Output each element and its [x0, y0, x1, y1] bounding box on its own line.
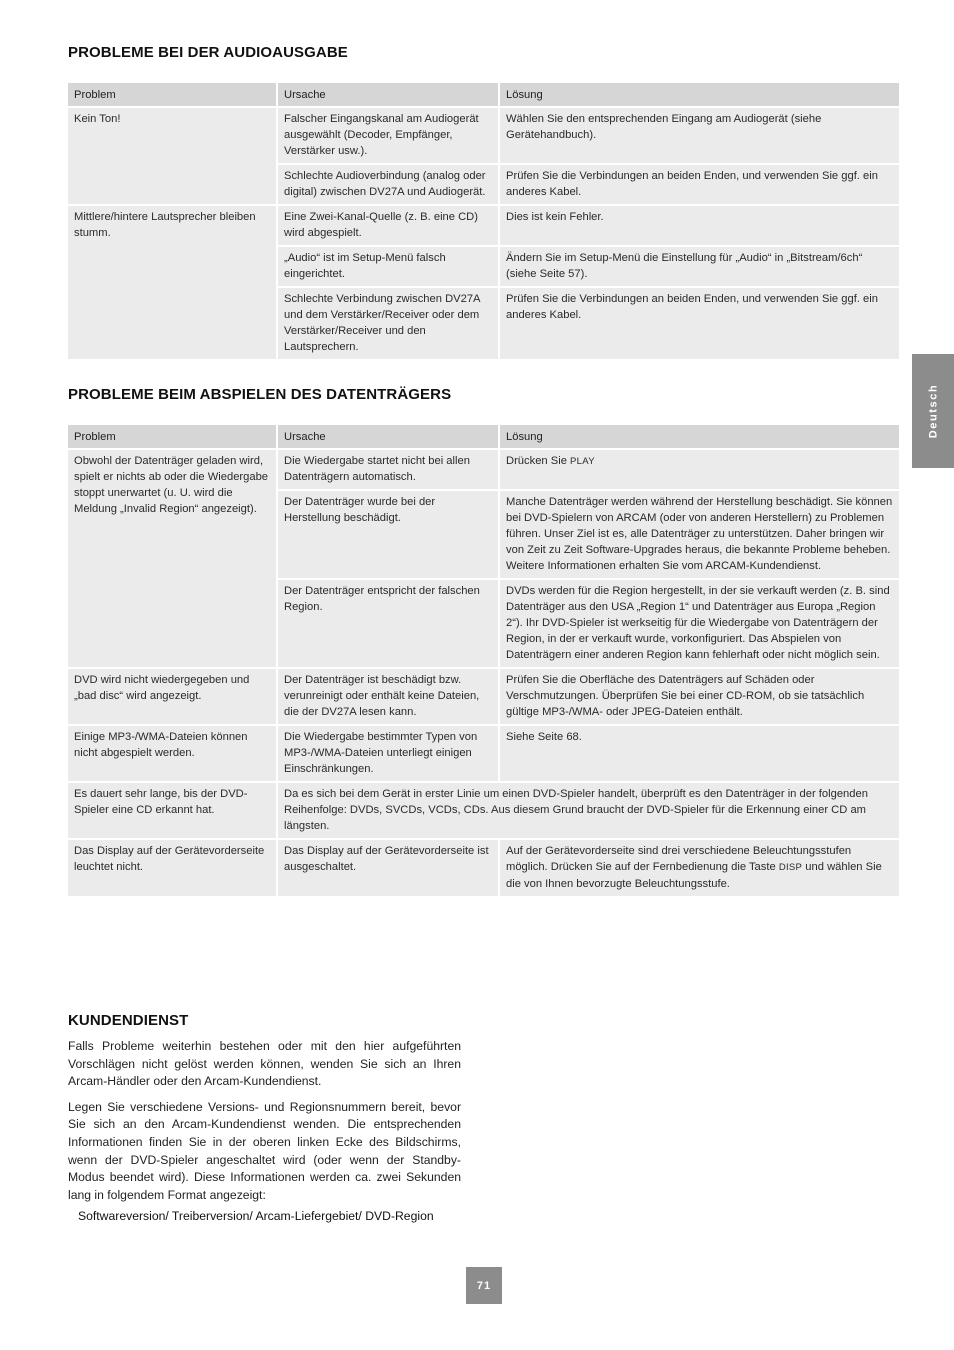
solution-cell: Prüfen Sie die Verbindungen an beiden Enden, und verwenden Sie ggf. ein anderes Kabel. — [499, 164, 899, 205]
solution-cell: Siehe Seite 68. — [499, 725, 899, 782]
disc-section-title: PROBLEME BEIM ABSPIELEN DES DATENTRÄGERS — [68, 386, 452, 403]
solution-text: Drücken Sie — [506, 455, 567, 467]
table-row — [68, 205, 899, 246]
page-number: 71 — [476, 1279, 492, 1292]
service-text — [68, 1038, 461, 1212]
version-format-line: Softwareversion/ Treiberversion/ Arcam-Liefergebiet/ DVD-Region — [78, 1209, 434, 1223]
table-row — [68, 782, 899, 839]
cause-cell: „Audio“ ist im Setup-Menü falsch eingerichtet. — [277, 246, 499, 287]
language-label: Deutsch — [927, 383, 940, 439]
problem-cell: Es dauert sehr lange, bis der DVD-Spieler eine CD erkannt hat. — [68, 782, 277, 839]
cause-cell: Eine Zwei-Kanal-Quelle (z. B. eine CD) wird abgespielt. — [277, 205, 499, 246]
page-number-box — [466, 1267, 502, 1304]
solution-cell: Manche Datenträger werden während der Herstellung beschädigt. Sie können bei DVD-Spielern von ARCAM (oder von anderen Herstellern) zu Problemen führen. Unser Ziel ist es, alle Datenträger zu unterstützen. Daher bringen wir von Zeit zu Zeit Software-Upgrades heraus, die bekannte Probleme beheben. Weitere Informationen erhalten Sie vom ARCAM-Kundendienst. — [499, 490, 899, 579]
header-problem: Problem — [68, 425, 277, 449]
solution-cell — [499, 839, 899, 897]
cause-cell: Der Datenträger wurde bei der Herstellung beschädigt. — [277, 490, 499, 579]
cause-cell: Das Display auf der Gerätevorderseite ist ausgeschaltet. — [277, 839, 499, 897]
header-problem: Problem — [68, 83, 277, 107]
header-cause: Ursache — [277, 83, 499, 107]
solution-cell — [499, 449, 899, 490]
service-paragraph: Legen Sie verschiedene Versions- und Regionsnummern bereit, bevor Sie sich an den Arcam-Kundendienst wenden. Die entsprechenden Informationen finden Sie in der oberen linken Ecke des Bildschirms, wenn der DVD-Spieler angeschaltet wird (oder wenn der Standby-Modus beendet wird). Diese Informationen werden ca. zwei Sekunden lang in folgendem Format angezeigt: — [68, 1099, 461, 1202]
solution-cell: Ändern Sie im Setup-Menü die Einstellung für „Audio“ in „Bitstream/6ch“ (siehe Seite 57). — [499, 246, 899, 287]
solution-cell: DVDs werden für die Region hergestellt, in der sie verkauft werden (z. B. sind Datenträger aus den USA „Region 1“ und Datenträger aus Europa „Region 2“). Ihr DVD-Spieler ist werkseitig für die Wiedergabe von Datenträgern der Region, in der er verkauft wurde, vorkonfiguriert. Das Abspielen von Datenträgern einer anderen Region kann fehlerhaft oder nicht möglich sein. — [499, 579, 899, 668]
cause-cell: Falscher Eingangskanal am Audiogerät ausgewählt (Decoder, Empfänger, Verstärker usw.). — [277, 107, 499, 164]
service-section-title: KUNDENDIENST — [68, 1012, 189, 1029]
service-paragraph: Falls Probleme weiterhin bestehen oder mit den hier aufgeführten Vorschlägen nicht gelöst werden können, wenden Sie sich an Ihren Arcam-Händler oder den Arcam-Kundendienst. — [68, 1039, 461, 1089]
table-row — [68, 839, 899, 897]
header-cause: Ursache — [277, 425, 499, 449]
merged-cause-solution-cell: Da es sich bei dem Gerät in erster Linie um einen DVD-Spieler handelt, überprüft es den Datenträger in der folgenden Reihenfolge: DVDs, SVCDs, VCDs, CDs. Aus diesem Grund braucht der DVD-Spieler für die Erkennung einer CD am längsten. — [277, 782, 899, 839]
play-key-label: PLAY — [570, 456, 595, 467]
audio-section-title: PROBLEME BEI DER AUDIOAUSGABE — [68, 44, 348, 61]
disp-key-label: DISP — [778, 862, 803, 873]
problem-cell: Obwohl der Datenträger geladen wird, spielt er nichts ab oder die Wiedergabe stoppt unerwartet (u. U. wird die Meldung „Invalid Region“ angezeigt). — [68, 449, 277, 668]
solution-text: und wählen Sie die von Ihnen bevorzugte Beleuchtungsstufe. — [506, 861, 882, 890]
problem-cell: Einige MP3-/WMA-Dateien können nicht abgespielt werden. — [68, 725, 277, 782]
language-side-tab — [912, 354, 954, 468]
problem-cell: Das Display auf der Gerätevorderseite leuchtet nicht. — [68, 839, 277, 897]
header-solution: Lösung — [499, 83, 899, 107]
problem-cell: Mittlere/hintere Lautsprecher bleiben stumm. — [68, 205, 277, 360]
solution-cell: Prüfen Sie die Verbindungen an beiden Enden, und verwenden Sie ggf. ein anderes Kabel. — [499, 287, 899, 360]
solution-text: Auf der Gerätevorderseite sind drei verschiedene Beleuchtungsstufen möglich. Drücken Sie auf der Fernbedienung die Taste — [506, 845, 852, 873]
problem-cell: Kein Ton! — [68, 107, 277, 205]
solution-cell: Dies ist kein Fehler. — [499, 205, 899, 246]
table-header-row — [68, 83, 899, 107]
table-row — [68, 725, 899, 782]
audio-problems-table — [68, 83, 899, 361]
cause-cell: Schlechte Audioverbindung (analog oder digital) zwischen DV27A und Audiogerät. — [277, 164, 499, 205]
cause-cell: Der Datenträger entspricht der falschen Region. — [277, 579, 499, 668]
solution-cell: Prüfen Sie die Oberfläche des Datenträgers auf Schäden oder Verschmutzungen. Überprüfen Sie bei einer CD-ROM, ob sie tatsächlich gültige MP3-/WMA- oder JPEG-Dateien enthält. — [499, 668, 899, 725]
header-solution: Lösung — [499, 425, 899, 449]
cause-cell: Die Wiedergabe startet nicht bei allen Datenträgern automatisch. — [277, 449, 499, 490]
table-row — [68, 668, 899, 725]
cause-cell: Schlechte Verbindung zwischen DV27A und dem Verstärker/Receiver oder dem Verstärker/Receiver und den Lautsprechern. — [277, 287, 499, 360]
cause-cell: Die Wiedergabe bestimmter Typen von MP3-/WMA-Dateien unterliegt einigen Einschränkungen. — [277, 725, 499, 782]
problem-cell: DVD wird nicht wiedergegeben und „bad disc“ wird angezeigt. — [68, 668, 277, 725]
cause-cell: Der Datenträger ist beschädigt bzw. verunreinigt oder enthält keine Dateien, die der DV27A lesen kann. — [277, 668, 499, 725]
table-row — [68, 449, 899, 490]
disc-problems-table — [68, 425, 899, 898]
table-header-row — [68, 425, 899, 449]
solution-cell: Wählen Sie den entsprechenden Eingang am Audiogerät (siehe Gerätehandbuch). — [499, 107, 899, 164]
table-row — [68, 107, 899, 164]
